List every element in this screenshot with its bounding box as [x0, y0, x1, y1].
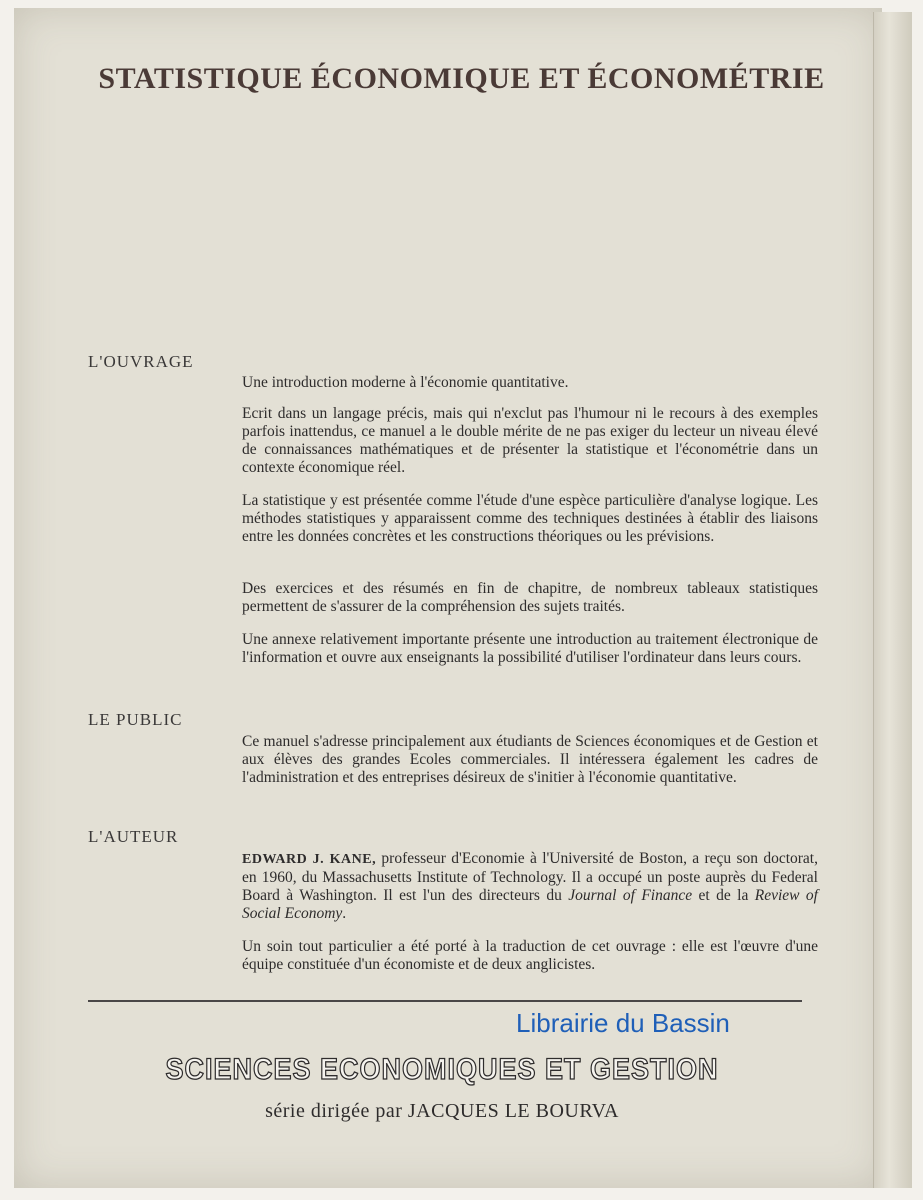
auteur-bio-part-2: et de la	[692, 887, 755, 904]
ouvrage-text-1: Une introduction moderne à l'économie quantitative.	[242, 374, 569, 391]
auteur-bio	[242, 850, 818, 923]
series-title: SCIENCES ECONOMIQUES ET GESTION	[165, 1052, 719, 1086]
review-of-social-economy: Review of Social Economy	[242, 887, 818, 922]
section-label-ouvrage: L'OUVRAGE	[88, 352, 194, 371]
auteur-paragraph	[242, 850, 818, 923]
watermark: Librairie du Bassin	[516, 1008, 730, 1038]
ouvrage-text-2: Ecrit dans un langage précis, mais qui n'exclut pas l'humour ni le recours à des exemples parfois inattendus, ce manuel a le double mérite de ne pas exiger du lecteur un niveau élevé de connaissances mathématiques et de présenter la statistique et l'économétrie dans un contexte économique réel.	[242, 405, 818, 476]
section-label-public: LE PUBLIC	[88, 710, 183, 729]
book-title: STATISTIQUE ÉCONOMIQUE ET ÉCONOMÉTRIE	[98, 62, 825, 95]
journal-of-finance: Journal of Finance	[568, 887, 693, 904]
public-text: Ce manuel s'adresse principalement aux étudiants de Sciences économiques et de Gestion et aux élèves des grandes Ecoles commerciales. Il intéressera également les cadres de l'administration et des entreprises désireux de s'initier à l'économie quantitative.	[242, 733, 818, 786]
ouvrage-paragraph-2	[242, 405, 818, 477]
public-paragraph	[242, 733, 818, 787]
auteur-bio-part-3: .	[342, 905, 347, 922]
divider-line	[88, 1000, 802, 1002]
book-spine	[873, 12, 912, 1188]
author-name: EDWARD J. KANE,	[242, 852, 377, 867]
ouvrage-text-4: Des exercices et des résumés en fin de chapitre, de nombreux tableaux statistiques permettent de s'assurer de la compréhension des sujets traités.	[242, 580, 818, 615]
auteur-bio-part-1: professeur d'Economie à l'Université de Boston, a reçu son doctorat, en 1960, du Massachusetts Institute of Technology. Il a occupé un poste auprès du Federal Board à Washington. Il est l'un des directeurs du	[242, 850, 818, 904]
ouvrage-paragraph-4	[242, 580, 818, 616]
translation-note-text: Un soin tout particulier a été porté à la traduction de cet ouvrage : elle est l'œuvre d'une équipe constituée d'un économiste et de deux anglicistes.	[242, 938, 818, 973]
ouvrage-paragraph-1	[242, 374, 818, 392]
series-editor: série dirigée par JACQUES LE BOURVA	[265, 1100, 619, 1122]
section-label-auteur: L'AUTEUR	[88, 827, 179, 846]
ouvrage-paragraph-3	[242, 492, 818, 546]
ouvrage-text-5: Une annexe relativement importante présente une introduction au traitement électronique de l'information et ouvre aux enseignants la possibilité d'utiliser l'ordinateur dans leurs cours.	[242, 631, 818, 666]
ouvrage-text-3: La statistique y est présentée comme l'étude d'une espèce particulière d'analyse logique. Les méthodes statistiques y apparaissent comme des techniques destinées à établir des liaisons entre les données concrètes et les constructions théoriques ou les prévisions.	[242, 492, 818, 545]
translation-note	[242, 938, 818, 974]
ouvrage-paragraph-5	[242, 631, 818, 667]
